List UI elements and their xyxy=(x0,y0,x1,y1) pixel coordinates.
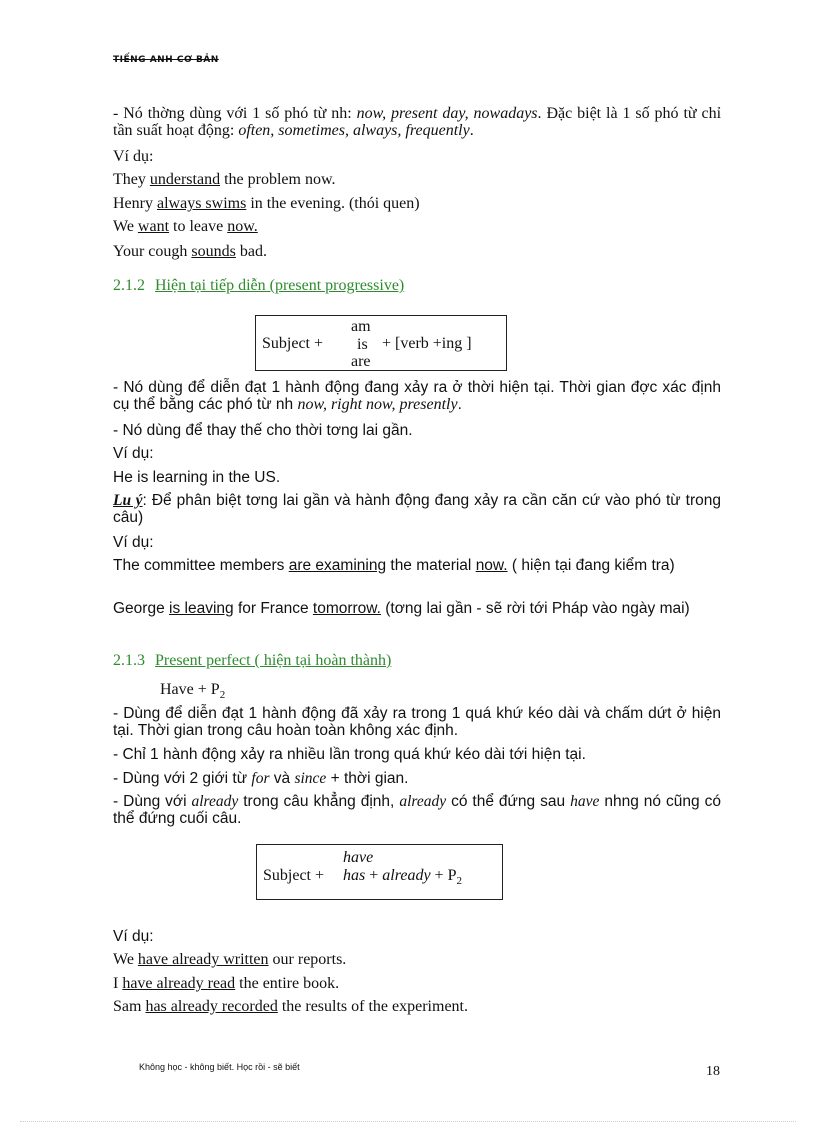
example-sentence xyxy=(113,951,346,969)
section-title: Hiện tại tiếp diễn (present progressive) xyxy=(155,277,405,294)
verb-underlined: are examining xyxy=(288,557,387,574)
already-italic: already xyxy=(191,793,239,810)
section-heading-213 xyxy=(113,652,391,670)
formula-box-perfect xyxy=(256,844,503,900)
perfect-usage-1: - Dùng để diễn đạt 1 hành động đã xảy ra trong 1 quá khứ kéo dài và chấm dứt ở hiện tại. Thời gian trong câu hoàn toàn không xác định. xyxy=(113,705,721,739)
text: . Đặc biệt là 1 số phó từ chỉ tần suất hoạt động: xyxy=(113,105,722,139)
section-number: 2.1.3 xyxy=(113,652,145,669)
adverb-underlined: now. xyxy=(475,557,508,574)
section-number: 2.1.2 xyxy=(113,277,145,294)
formula-are: are xyxy=(351,353,371,370)
text: Your cough xyxy=(113,243,192,260)
footer-motto: Không học - không biết. Học rồi - sẽ biết xyxy=(139,1062,300,1072)
formula-am: am xyxy=(351,318,371,335)
verb-underlined: always swims xyxy=(156,195,247,212)
text: + thời gian. xyxy=(326,770,409,787)
verb-underlined: have already read xyxy=(122,975,236,992)
text: nhng nó cũng có thể đứng cuối câu. xyxy=(113,793,721,827)
text: có thể đứng sau xyxy=(446,793,571,810)
example-label: Ví dụ: xyxy=(113,928,154,945)
formula-has: has xyxy=(343,867,366,884)
text: I xyxy=(113,975,123,992)
text: + P xyxy=(430,867,457,884)
formula-have-p2 xyxy=(160,681,225,704)
text: the results of the experiment. xyxy=(277,998,468,1015)
note-label: Lu ý xyxy=(113,492,143,509)
text: + xyxy=(365,867,383,884)
running-header: TIẾNG ANH CƠ BẢN xyxy=(113,55,219,65)
text: to leave xyxy=(169,218,228,235)
formula-is: is xyxy=(357,336,368,353)
text: ( hiện tại đang kiểm tra) xyxy=(507,557,675,574)
text: . xyxy=(457,396,462,413)
intro-paragraph xyxy=(113,105,721,139)
text: in the evening. (thói quen) xyxy=(246,195,420,212)
subscript: 2 xyxy=(456,875,462,888)
have-italic: have xyxy=(570,793,600,810)
example-sentence xyxy=(113,975,339,993)
formula-have: have xyxy=(343,849,374,866)
formula-verb-ing: + [verb +ing ] xyxy=(382,335,472,352)
text: bad. xyxy=(235,243,267,260)
formula-rest xyxy=(343,867,462,890)
example-sentence xyxy=(113,600,721,617)
page-bottom-divider xyxy=(20,1121,796,1122)
text: We xyxy=(113,218,138,235)
verb-underlined: have already written xyxy=(137,951,269,968)
formula-subject: Subject + xyxy=(262,335,324,352)
perfect-usage-4 xyxy=(113,793,721,827)
text: - Nó dùng để diễn đạt 1 hành động đang xảy ra ở thời hiện tại. Thời gian đợc xác định cụ thể bằng các phó từ nh xyxy=(113,379,721,413)
text: for France xyxy=(233,600,313,617)
text: và xyxy=(269,770,295,787)
formula-already: already xyxy=(382,867,431,884)
already-italic: already xyxy=(399,793,447,810)
text: - Dùng với xyxy=(113,793,192,810)
example-label: Ví dụ: xyxy=(113,148,154,165)
adverbs-italic: now, present day, nowadays xyxy=(356,105,538,122)
note-text: : Để phân biệt tơng lai gần và hành động đang xảy ra cần căn cứ vào phó từ trong câu) xyxy=(113,492,721,526)
text: the problem now. xyxy=(220,171,336,188)
text: trong câu khẳng định, xyxy=(238,793,400,810)
text: - Dùng với 2 giới từ xyxy=(113,770,252,787)
preposition-italic: for xyxy=(251,770,270,787)
text: Henry xyxy=(113,195,157,212)
text: our reports. xyxy=(268,951,347,968)
example-sentence xyxy=(113,218,258,236)
verb-underlined: sounds xyxy=(191,243,236,260)
perfect-usage-2: - Chỉ 1 hành động xảy ra nhiều lần trong quá khứ kéo dài tới hiện tại. xyxy=(113,746,586,763)
example-label: Ví dụ: xyxy=(113,534,154,551)
text: the entire book. xyxy=(235,975,340,992)
text: They xyxy=(113,171,150,188)
preposition-italic: since xyxy=(294,770,327,787)
progressive-usage-2: - Nó dùng để thay thế cho thời tơng lai gần. xyxy=(113,422,413,439)
page-number: 18 xyxy=(706,1064,720,1079)
verb-underlined: want xyxy=(137,218,170,235)
example-sentence xyxy=(113,243,267,261)
example-sentence: He is learning in the US. xyxy=(113,469,281,486)
note-paragraph xyxy=(113,492,721,526)
text: the material xyxy=(386,557,476,574)
text: - Nó thờng dùng với 1 số phó từ nh: xyxy=(113,105,357,122)
perfect-usage-3 xyxy=(113,770,408,788)
adverbs-italic: now, right now, presently xyxy=(297,396,458,413)
text: The committee members xyxy=(113,557,289,574)
example-sentence xyxy=(113,998,468,1016)
verb-underlined: understand xyxy=(149,171,221,188)
progressive-usage-1 xyxy=(113,379,721,413)
example-label: Ví dụ: xyxy=(113,445,154,462)
verb-underlined: has already recorded xyxy=(145,998,278,1015)
text: . xyxy=(469,122,474,139)
section-title: Present perfect ( hiện tại hoàn thành) xyxy=(155,652,392,669)
example-sentence xyxy=(113,557,721,574)
adverb-underlined: tomorrow. xyxy=(312,600,381,617)
subscript: 2 xyxy=(219,689,226,702)
text: We xyxy=(113,951,138,968)
formula-box-progressive xyxy=(255,315,507,371)
adverb-underlined: now. xyxy=(227,218,258,235)
example-sentence xyxy=(113,195,420,213)
verb-underlined: is leaving xyxy=(169,600,234,617)
frequency-adverbs-italic: often, sometimes, always, frequently xyxy=(238,122,470,139)
text: (tơng lai gần - sẽ rời tới Pháp vào ngày mai) xyxy=(380,600,690,617)
text: Have + P xyxy=(160,681,220,698)
text: Sam xyxy=(113,998,146,1015)
example-sentence xyxy=(113,171,335,189)
formula-subject: Subject + xyxy=(263,867,325,884)
text: George xyxy=(113,600,170,617)
section-heading-212 xyxy=(113,277,404,295)
